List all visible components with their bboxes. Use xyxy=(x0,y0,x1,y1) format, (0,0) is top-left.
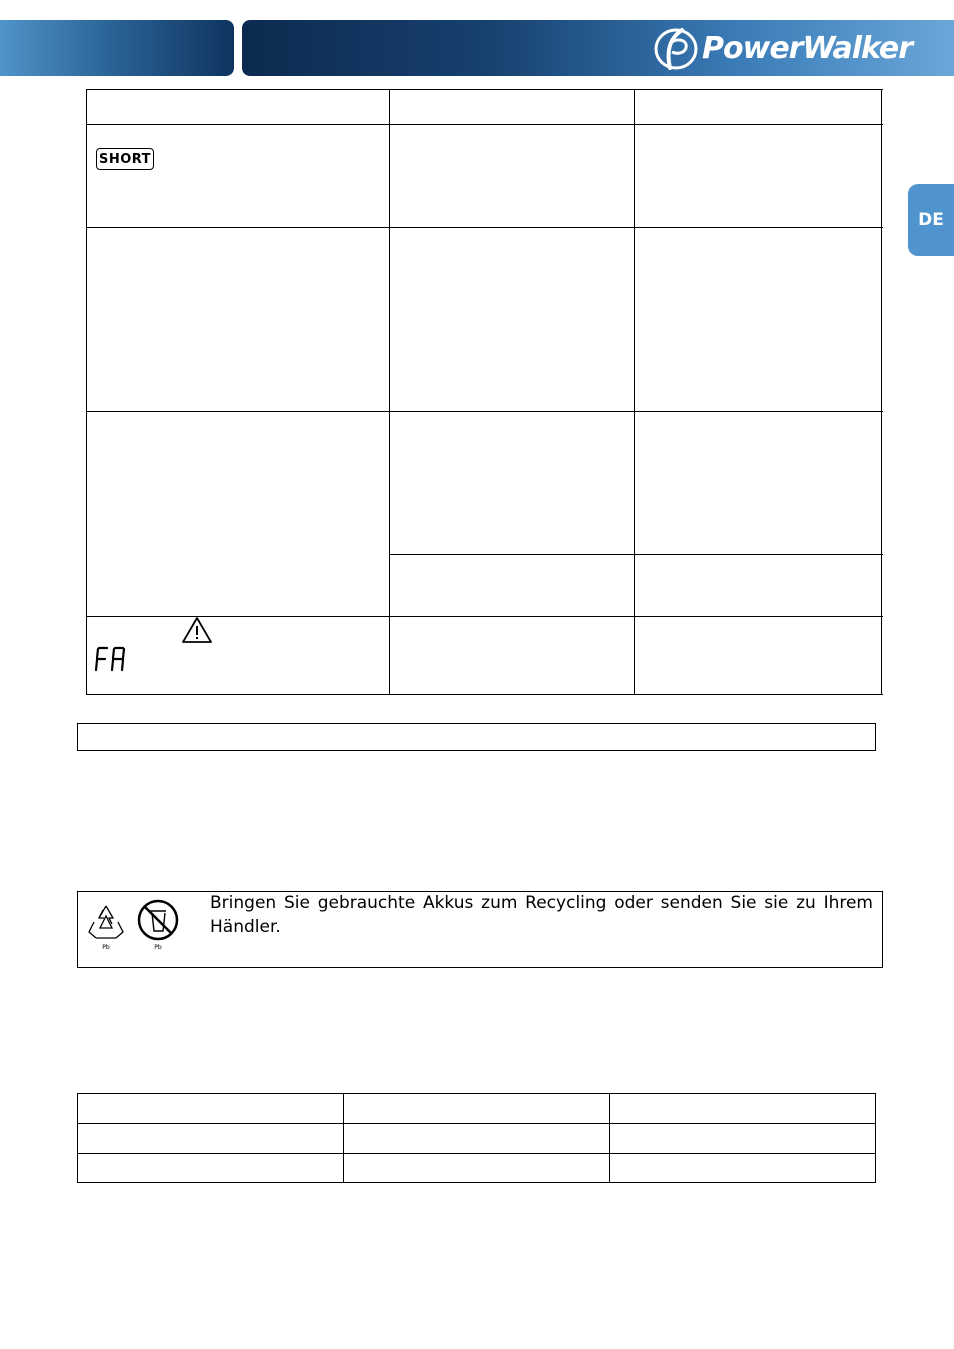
no-bin-icon-caption: Pb xyxy=(154,944,162,950)
table1-col-line xyxy=(389,89,390,695)
table2-col-line xyxy=(343,1093,344,1183)
table1-row-line xyxy=(86,227,883,228)
table1-row-line xyxy=(389,554,883,555)
short-indicator-label: SHORT xyxy=(98,151,152,167)
table1-border-left xyxy=(86,89,87,695)
table1-border-right xyxy=(881,89,882,695)
table1-row-line xyxy=(86,411,883,412)
table2-col-line xyxy=(609,1093,610,1183)
fault-fa-segment-icon xyxy=(94,646,128,672)
table2-row-line xyxy=(77,1153,876,1154)
short-indicator-icon xyxy=(96,148,154,170)
table1-border-top xyxy=(86,89,883,90)
table1-border-bottom xyxy=(86,694,883,695)
table2-row-line xyxy=(77,1123,876,1124)
note-strip xyxy=(77,723,876,751)
recycle-icon-caption: Pb xyxy=(102,944,110,950)
power-swirl-logo-icon xyxy=(652,24,700,72)
recycle-notice-text: Bringen Sie gebrauchte Akkus zum Recycling oder senden Sie sie zu Ihrem Händler. xyxy=(210,893,873,937)
table2-border-right xyxy=(875,1093,876,1183)
troubleshooting-table xyxy=(86,89,883,695)
brand-logo xyxy=(652,22,954,74)
recycle-icon xyxy=(86,902,126,950)
header-left-bar xyxy=(0,20,234,76)
warning-triangle-icon xyxy=(181,616,213,644)
table2-border-left xyxy=(77,1093,78,1183)
language-tab[interactable] xyxy=(908,184,954,256)
table2-border-top xyxy=(77,1093,876,1094)
table1-row-line xyxy=(86,124,883,125)
table1-col-line xyxy=(634,89,635,695)
language-tab-label: DE xyxy=(918,210,944,230)
spec-table xyxy=(77,1093,876,1183)
brand-name: PowerWalker xyxy=(702,30,913,66)
table2-border-bottom xyxy=(77,1182,876,1183)
no-bin-icon xyxy=(136,898,180,950)
